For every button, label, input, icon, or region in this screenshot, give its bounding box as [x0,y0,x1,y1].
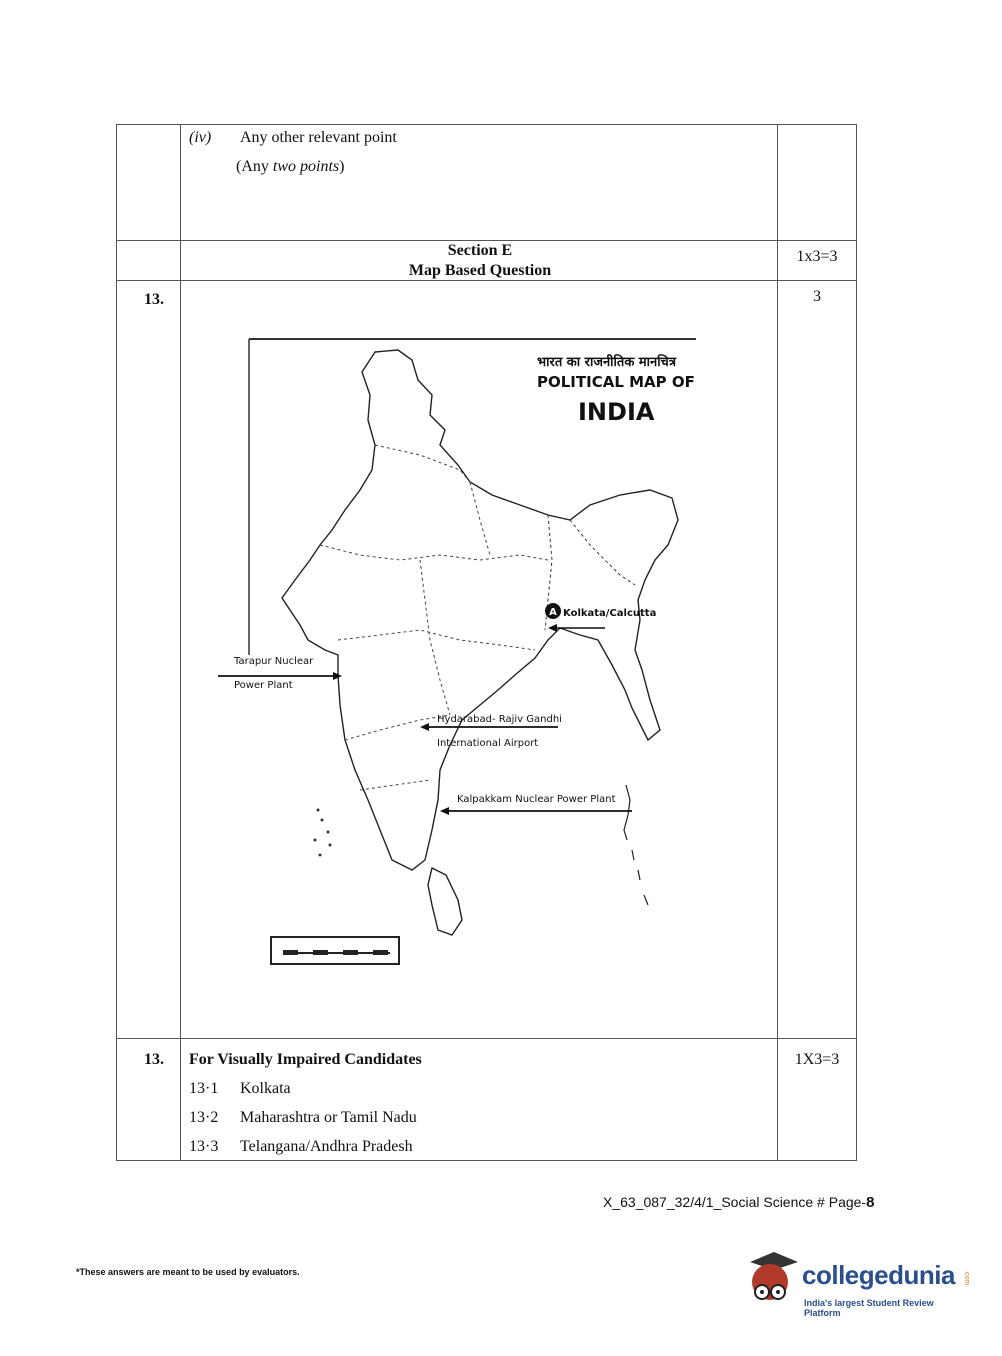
question-marks: 3 [813,288,821,305]
andaman-nicobar-islands [624,785,648,905]
vi-answer-num: 13·1 [189,1080,219,1097]
any-two-points-note: (Any two points) [236,158,345,175]
label-tarapur-line2: Power Plant [234,680,293,691]
map-hindi-title: भारत का राजनीतिक मानचित्र [537,355,676,370]
state-boundary-central-1 [320,545,548,560]
page-code: X_63_087_32/4/1_Social Science # Page-8 [603,1194,875,1211]
vi-heading: For Visually Impaired Candidates [189,1051,422,1068]
question-number: 13. [144,291,164,308]
ne-state-boundary [570,520,635,585]
label-hyderabad-line1: Hydarabad- Rajiv Gandhi [437,714,562,725]
label-kalpakkam: Kalpakkam Nuclear Power Plant [457,794,616,805]
vi-answer-num: 13·3 [189,1138,219,1155]
point-text-iv: Any other relevant point [240,129,397,146]
collegedunia-logo [742,1248,972,1318]
vi-answer-text: Telangana/Andhra Pradesh [240,1138,413,1155]
section-title: Section E [447,242,513,259]
state-boundary-vertical [420,560,450,715]
page-number: 8 [866,1194,875,1211]
state-boundary-up [470,482,490,555]
lakshadweep-islands [314,809,332,857]
marker-a-letter: A [549,607,557,618]
vi-answer-num: 13·2 [189,1109,219,1126]
label-kolkata: Kolkata/Calcutta [563,608,657,619]
vi-question-number: 13. [144,1051,164,1068]
kolkata-pointer-arrow [548,624,557,632]
map-title-line1: POLITICAL MAP OF [537,373,695,391]
map-title-line2: INDIA [578,398,655,426]
sri-lanka-outline [428,868,462,935]
kalpakkam-pointer-arrow [440,807,449,815]
brand-suffix: .com [963,1270,970,1286]
section-marks: 1x3=3 [796,248,838,265]
vi-answer-text: Kolkata [240,1080,291,1097]
label-tarapur-line1: Tarapur Nuclear [234,656,314,667]
vi-answer-text: Maharashtra or Tamil Nadu [240,1109,417,1126]
hyderabad-pointer-arrow [420,723,429,731]
evaluator-note: *These answers are meant to be used by evaluators. [76,1267,300,1277]
vi-marks: 1X3=3 [794,1051,840,1068]
state-boundary-south-2 [360,780,430,790]
section-subtitle: Map Based Question [408,262,552,279]
label-hyderabad-line2: International Airport [437,738,539,749]
india-political-map [205,325,705,975]
brand-name: collegedunia [802,1260,955,1290]
point-label-iv: (iv) [189,129,212,146]
map-scale-bar [271,937,399,964]
table-row-divider-3 [117,1038,856,1039]
mascot-icon [742,1248,800,1314]
brand-tagline: India's largest Student Review Platform [804,1298,934,1318]
state-boundary-central-2 [338,630,535,650]
